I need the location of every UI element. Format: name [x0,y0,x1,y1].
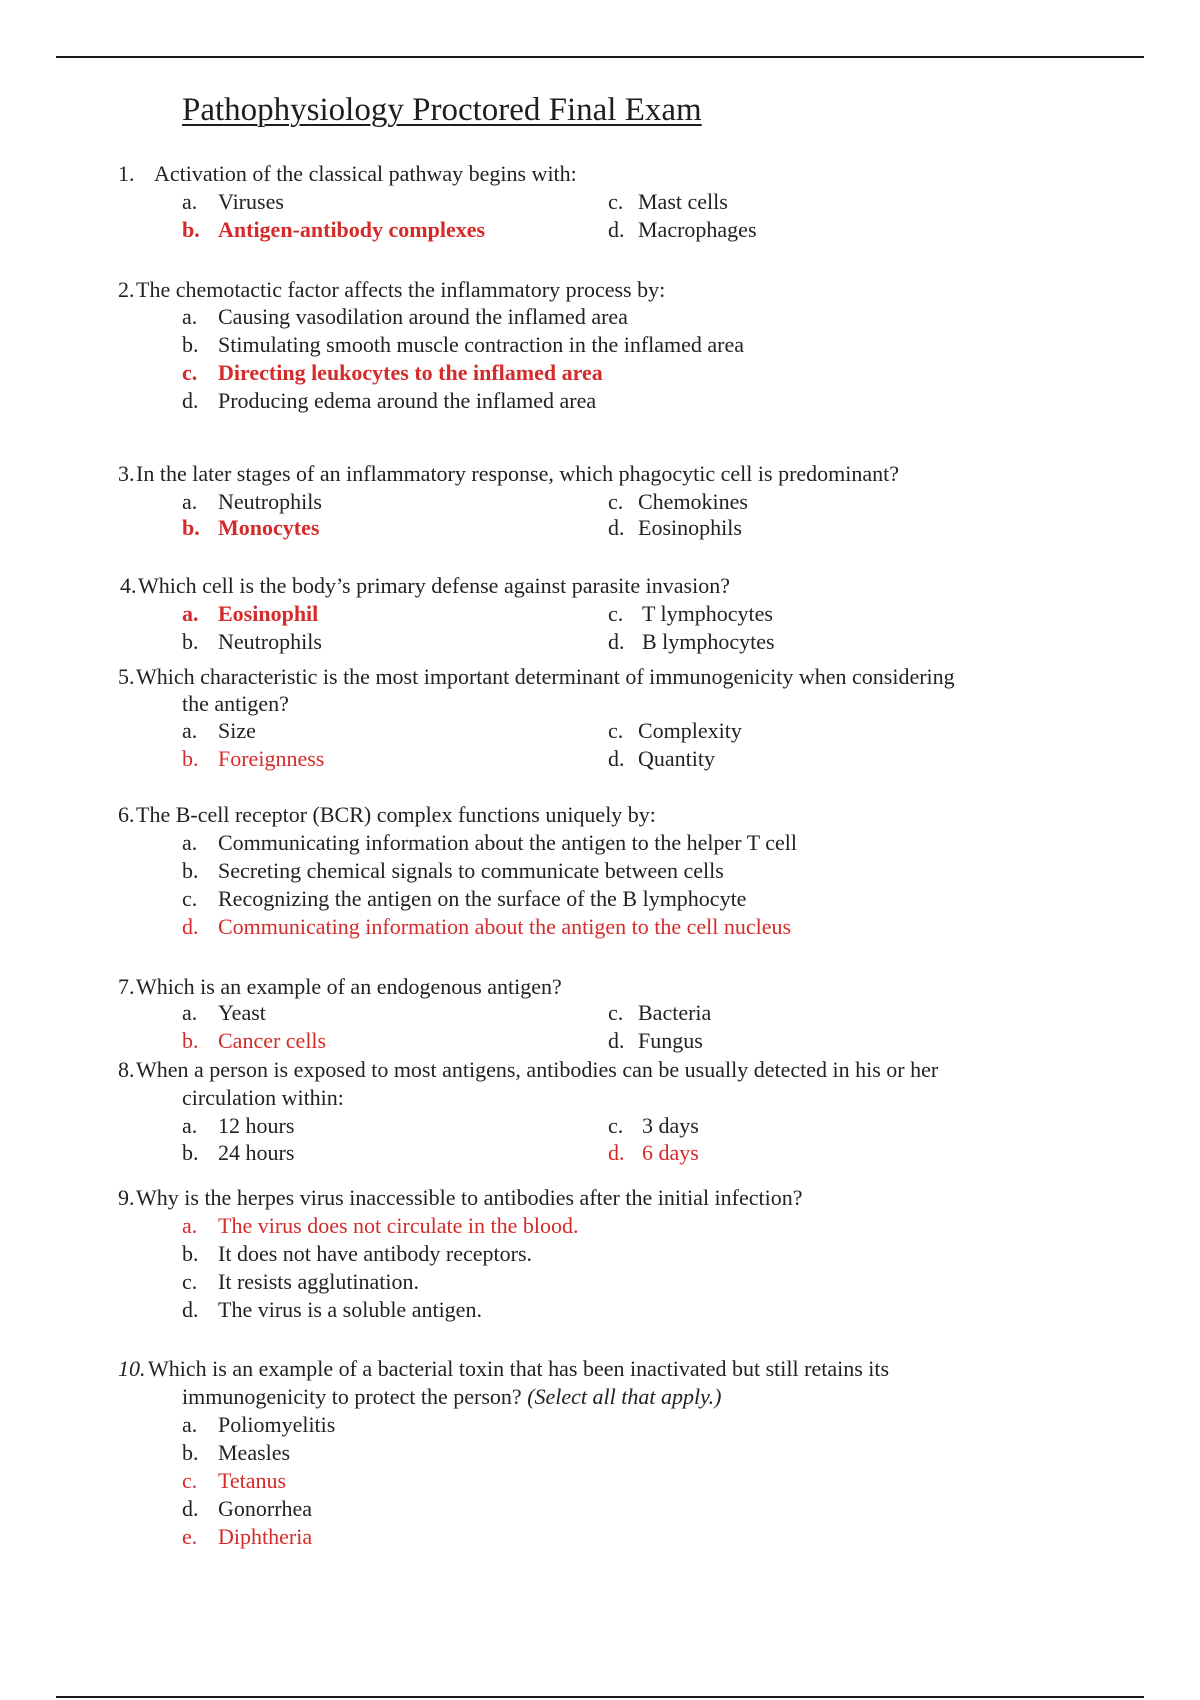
option-letter: a. [182,489,198,514]
correct-answer: Tetanus [218,1468,287,1493]
question-text-line2: immunogenicity to protect the person? [182,1384,522,1409]
option-text: Viruses [218,189,284,214]
correct-answer: The virus does not circulate in the blood. [218,1213,579,1238]
option-text: 3 days [642,1113,699,1138]
question-text: Which cell is the body’s primary defense against parasite invasion? [138,573,730,598]
option-letter: a. [182,718,198,743]
correct-answer: Monocytes [218,515,320,540]
option-text: Recognizing the antigen on the surface of the B lymphocyte [218,886,747,911]
question-number: 2. [118,277,135,302]
option-letter: a. [182,1000,198,1025]
correct-answer: Communicating information about the antigen to the cell nucleus [218,914,792,939]
option-text: 24 hours [218,1140,295,1165]
option-letter: b. [182,332,199,357]
option-text: Chemokines [638,489,748,514]
bottom-rule [56,1696,1144,1698]
question-number: 3. [118,461,135,486]
question-text: When a person is exposed to most antigens, antibodies can be usually detected in his or her [136,1057,939,1082]
option-text: Stimulating smooth muscle contraction in the inflamed area [218,332,745,357]
question-text-continued: the antigen? [182,691,289,716]
option-text: Secreting chemical signals to communicate between cells [218,858,724,883]
option-letter: d. [182,1297,199,1322]
option-text: The virus is a soluble antigen. [218,1297,482,1322]
option-letter: d. [608,629,625,654]
option-letter: d. [608,746,625,771]
option-text: Communicating information about the antigen to the helper T cell [218,830,797,855]
option-text: Measles [218,1440,291,1465]
option-letter: b. [182,515,200,540]
option-letter: c. [608,1113,624,1138]
question-number: 6. [118,802,135,827]
page-title: Pathophysiology Proctored Final Exam [182,92,702,128]
option-text: Quantity [638,746,715,771]
option-letter: b. [182,629,199,654]
option-letter: c. [182,1468,198,1493]
question-number: 4. [120,573,137,598]
correct-answer: Foreignness [218,746,325,771]
option-letter: d. [608,1028,625,1053]
option-letter: b. [182,1028,199,1053]
correct-answer: Eosinophil [218,601,319,626]
option-text: Fungus [638,1028,703,1053]
option-letter: b. [182,746,199,771]
option-letter: c. [608,601,624,626]
option-letter: c. [182,886,198,911]
option-text: It resists agglutination. [218,1269,420,1294]
option-text: Bacteria [638,1000,712,1025]
option-text: Producing edema around the inflamed area [218,388,597,413]
option-letter: a. [182,304,198,329]
question-text: The B-cell receptor (BCR) complex functions uniquely by: [136,802,656,827]
option-letter: a. [182,601,199,626]
question-text: Which characteristic is the most important determinant of immunogenicity when considering [136,664,955,689]
option-letter: b. [182,1241,199,1266]
option-letter: b. [182,1140,199,1165]
option-letter: c. [182,1269,198,1294]
option-text: Mast cells [638,189,728,214]
option-text: Yeast [218,1000,266,1025]
option-text: Size [218,718,256,743]
question-text: The chemotactic factor affects the inflammatory process by: [136,277,666,302]
question-number: 7. [118,974,135,999]
option-text: Neutrophils [218,489,322,514]
option-letter: c. [608,189,624,214]
option-letter: b. [182,1440,199,1465]
option-letter: e. [182,1524,198,1549]
question-text: Why is the herpes virus inaccessible to antibodies after the initial infection? [136,1185,803,1210]
option-letter: c. [182,360,198,385]
correct-answer: Cancer cells [218,1028,327,1053]
option-letter: c. [608,489,624,514]
option-letter: b. [182,858,199,883]
option-text: 12 hours [218,1113,295,1138]
option-text: Gonorrhea [218,1496,313,1521]
option-letter: c. [608,1000,624,1025]
option-text: Neutrophils [218,629,322,654]
option-text: Eosinophils [638,515,742,540]
option-letter: d. [608,1140,625,1165]
question-text: Which is an example of a bacterial toxin that has been inactivated but still retains its [148,1356,890,1381]
question-text-continued: circulation within: [182,1085,344,1110]
option-text: B lymphocytes [642,629,775,654]
correct-answer: 6 days [642,1140,699,1165]
option-letter: d. [182,388,199,413]
option-letter: d. [182,1496,199,1521]
option-letter: a. [182,1213,198,1238]
question-text: Activation of the classical pathway begins with: [154,161,577,186]
top-rule [56,56,1144,58]
option-letter: a. [182,830,198,855]
option-text: Causing vasodilation around the inflamed area [218,304,628,329]
option-letter: b. [182,217,200,242]
question-text-continued [182,1383,722,1411]
option-letter: d. [182,914,199,939]
correct-answer: Directing leukocytes to the inflamed area [218,360,603,385]
option-text: Poliomyelitis [218,1412,336,1437]
question-number: 5. [118,664,135,689]
correct-answer: Diphtheria [218,1524,313,1549]
option-text: Complexity [638,718,742,743]
option-letter: a. [182,1113,198,1138]
question-number: 1. [118,161,135,186]
option-letter: a. [182,1412,198,1437]
option-letter: c. [608,718,624,743]
question-text: In the later stages of an inflammatory response, which phagocytic cell is predominant? [136,461,900,486]
option-letter: d. [608,217,625,242]
option-text: It does not have antibody receptors. [218,1241,533,1266]
option-text: T lymphocytes [642,601,773,626]
correct-answer: Antigen-antibody complexes [218,217,486,242]
option-letter: a. [182,189,198,214]
option-letter: d. [608,515,625,540]
question-number: 9. [118,1185,135,1210]
select-all-note: (Select all that apply.) [527,1384,722,1409]
question-text: Which is an example of an endogenous antigen? [136,974,562,999]
option-text: Macrophages [638,217,757,242]
question-number: 8. [118,1057,135,1082]
question-number: 10. [118,1356,146,1381]
